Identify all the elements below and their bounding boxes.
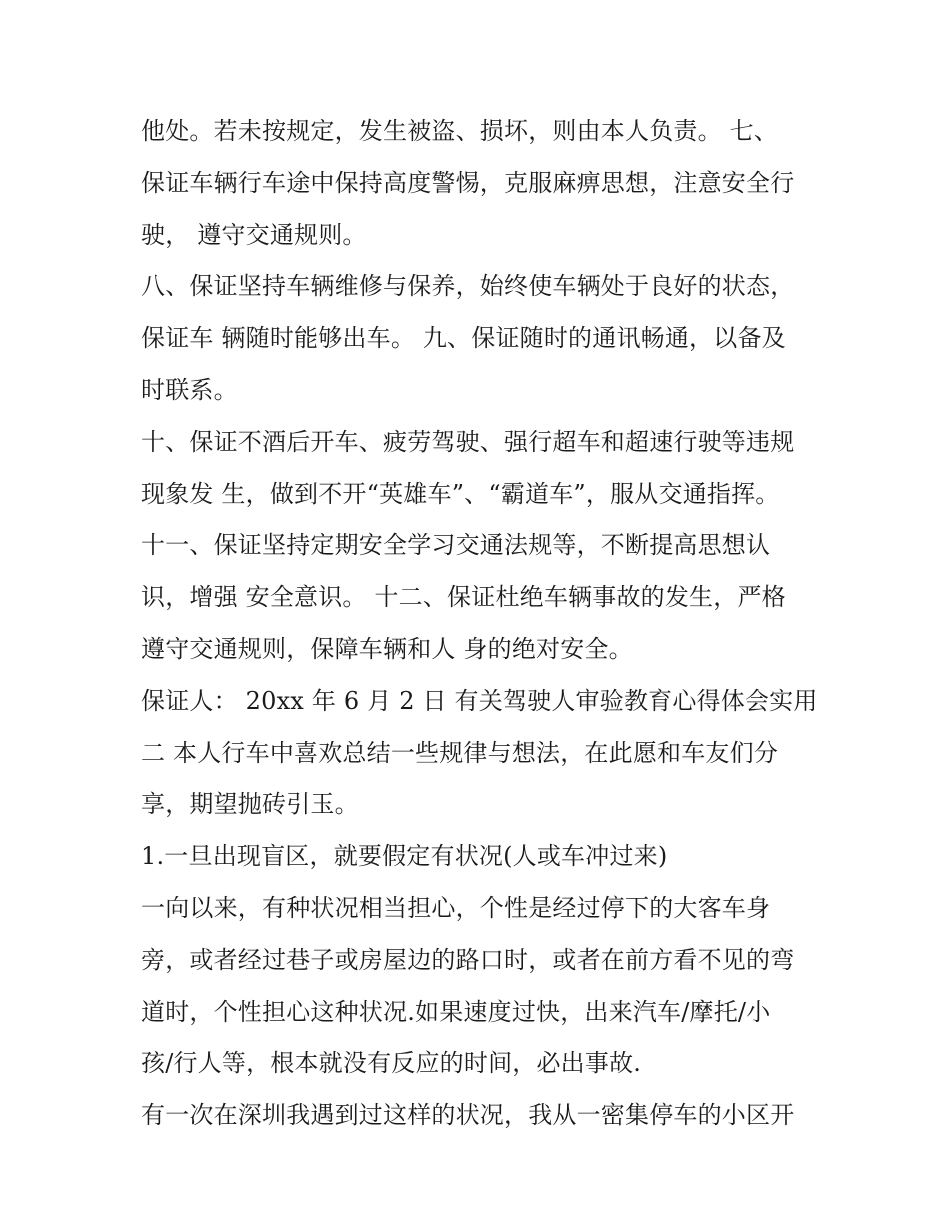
text-line: 旁，或者经过巷子或房屋边的路口时，或者在前方看不见的弯 [141,945,795,974]
text-line: 有一次在深圳我遇到过这样的状况，我从一密集停车的小区开 [141,1101,795,1130]
text-line: 驶， 遵守交通规则。 [141,220,367,249]
text-line: 他处。若未按规定，发生被盗、损坏，则由本人负责。 七、 [141,117,779,145]
text-line: 十一、保证坚持定期安全学习交通法规等，不断提高思想认 [141,531,771,560]
text-line: 识，增强 安全意识。 十二、保证杜绝车辆事故的发生，严格 [141,583,786,612]
text-line: 二 本人行车中喜欢总结一些规律与想法，在此愿和车友们分 [141,738,779,767]
text-line: 遵守交通规则，保障车辆和人 身的绝对安全。 [141,634,633,663]
text-line: 1.一旦出现盲区，就要假定有状况(人或车冲过来) [141,842,668,871]
text-line: 十、保证不酒后开车、疲劳驾驶、强行超车和超速行驶等违规 [141,427,795,456]
text-line: 保证人： 20xx 年 6 月 2 日 有关驾驶人审验教育心得体会实用 [141,686,818,715]
document-body [141,106,821,1142]
text-line: 保证车 辆随时能够出车。 九、保证随时的通讯畅通，以备及 [141,324,786,353]
text-line: 时联系。 [141,375,238,404]
text-line: 享，期望抛砖引玉。 [141,790,359,819]
text-line: 八、保证坚持车辆维修与保养，始终使车辆处于良好的状态， [141,272,795,301]
text-line: 孩/行人等，根本就没有反应的时间，必出事故. [141,1049,642,1078]
text-line: 保证车辆行车途中保持高度警惕，克服麻痹思想，注意安全行 [141,168,795,197]
text-line: 一向以来，有种状况相当担心，个性是经过停下的大客车身 [141,893,771,922]
text-line: 现象发 生，做到不开“英雄车”、“霸道车”，服从交通指挥。 [141,479,780,508]
text-line: 道时，个性担心这种状况.如果速度过快，出来汽车/摩托/小 [141,997,771,1026]
